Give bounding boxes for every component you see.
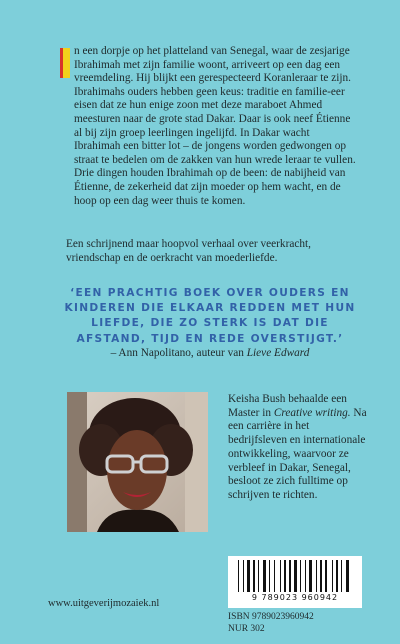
blurb-paragraph: n een dorpje op het platteland van Senegal, waar de zesjarige Ibrahimah met zijn familie woont, arriveert op een dag een vreemdeling. Hij blijkt een gerespecteerd Koranleraar te zijn. Ibrahimahs ouders hebben geen keus: traditie en familie-eer eisen dat ze hun enige zoon met deze maraboet Ahmed meesturen naar de grote stad Dakar. Daar is ook neef Étienne al bij zijn groep leerlingen ingelijfd. In Dakar wacht Ibrahimah een bitter lot – de jongens worden gedwongen op straat te bedelen om de zakken van hun wrede leraar te vullen. Drie dingen houden Ibrahimah op de been: de nabijheid van Étienne, de zekerheid dat zijn moeder op hem wacht, en de hoop op een dag weer thuis te komen. <box>74 45 356 207</box>
publisher-website: www.uitgeverijmozaiek.nl <box>48 598 160 609</box>
isbn-info <box>228 612 378 635</box>
author-photo <box>67 392 208 532</box>
bio-part-2: Na een carrière in het bedrijfsleven en internationale ontwikkeling, waarvoor ze verbleef in Dakar, Senegal, besloot ze zich fulltime op schrijven te richten. <box>228 406 367 501</box>
blurb-closing: Een schrijnend maar hoopvol verhaal over veerkracht, vriendschap en de oerkracht van moederliefde. <box>66 238 311 264</box>
blurb-text <box>66 45 356 208</box>
barcode-number: 9 789023 960942 <box>251 593 339 602</box>
author-bio <box>228 393 368 503</box>
quote-attribution <box>60 347 360 359</box>
nur-code: NUR 302 <box>228 623 265 634</box>
review-quote: ‘EEN PRACHTIG BOEK OVER OUDERS EN KINDEREN DIE ELKAAR REDDEN MET HUN LIEFDE, DIE ZO STERK IS DAT DIE AFSTAND, TIJD EN REDE OVERSTIJGT.’ <box>64 287 356 345</box>
isbn: ISBN 9789023960942 <box>228 612 314 622</box>
bio-italic: Creative writing. <box>273 406 351 419</box>
attribution-book-title: Lieve Edward <box>246 347 310 359</box>
attribution-prefix: – Ann Napolitano, auteur van <box>110 347 247 359</box>
bio-part-1: Keisha Bush behaalde een Master in <box>228 393 347 419</box>
